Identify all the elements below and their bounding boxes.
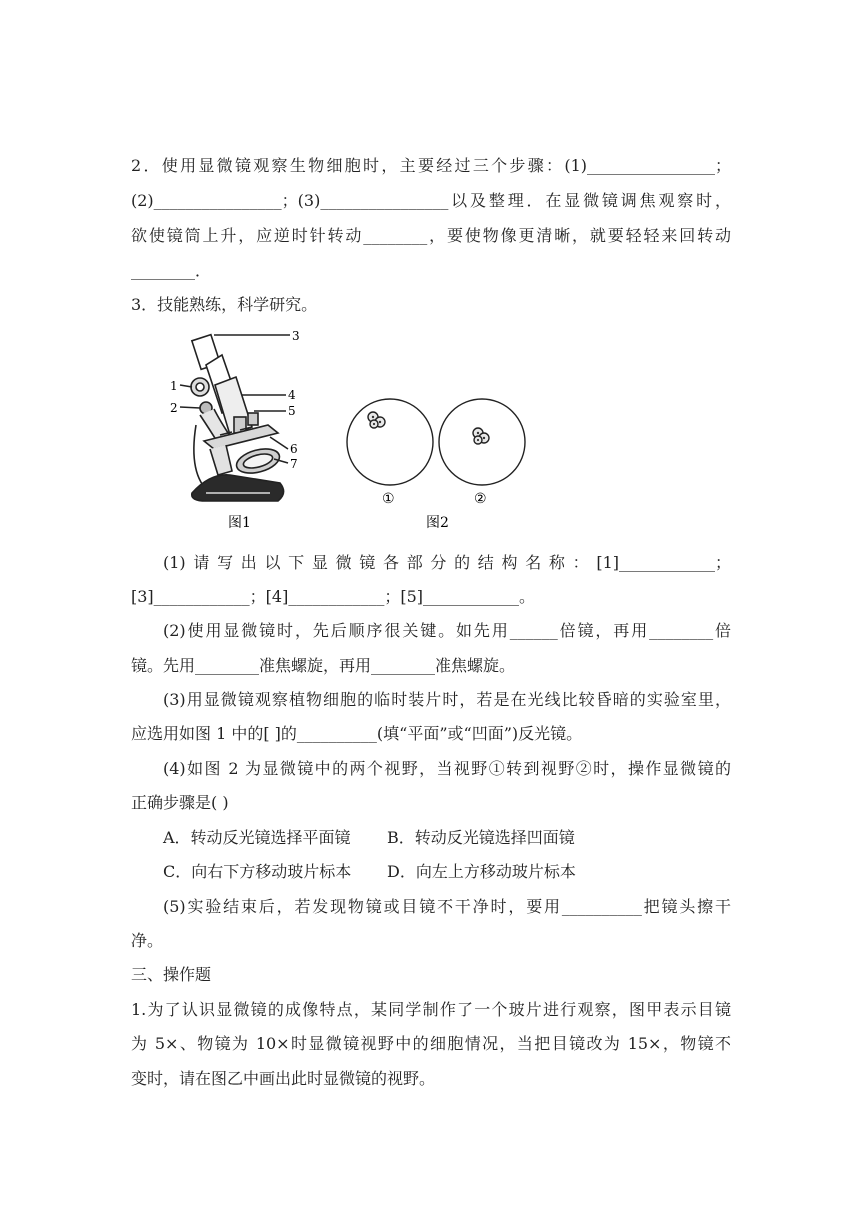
s3-q1-line-3: 变时，请在图乙中画出此时显微镜的视野。 [131, 1069, 436, 1088]
q2-line-2: (2)________________；(3)________________以及整理．在显微镜调焦观察时， [131, 191, 731, 210]
option-c: C．向右下方移动玻片标本 [163, 862, 352, 881]
label-1: 1 [170, 379, 178, 393]
s3-q1-line-2: 为 5×、物镜为 10×时显微镜视野中的细胞情况，当把目镜改为 15×，物镜不 [131, 1034, 731, 1053]
q3-sub3-line-2: 应选用如图 1 中的[ ]的__________(填“平面”或“凹面”)反光镜。 [131, 724, 583, 743]
label-2: 2 [170, 401, 178, 415]
label-3: 3 [292, 329, 300, 343]
q3-sub2-line-1: (2)使用显微镜时，先后顺序很关键。如先用______倍镜，再用________倍 [163, 621, 731, 640]
section-heading: 三、操作题 [131, 965, 212, 984]
q3-sub1-line-1: (1)请写出以下显微镜各部分的结构名称：[1]____________； [163, 553, 731, 572]
microscope-figure [170, 325, 530, 540]
label-6: 6 [290, 442, 298, 456]
q3-sub2-line-2: 镜。先用________准焦螺旋，再用________准焦螺旋。 [131, 656, 516, 675]
label-7: 7 [290, 457, 298, 471]
q3-sub3-line-1: (3)用显微镜观察植物细胞的临时装片时，若是在光线比较昏暗的实验室里， [163, 690, 731, 709]
q3-sub5-line-1: (5)实验结束后，若发现物镜或目镜不干净时，要用__________把镜头擦干 [163, 897, 731, 916]
q3-sub4-line-2: 正确步骤是( ) [131, 793, 229, 812]
fig1-caption: 图1 [228, 515, 251, 531]
option-a: A．转动反光镜选择平面镜 [163, 828, 351, 847]
q3-sub1-line-2: [3]____________；[4]____________；[5]____________。 [131, 587, 535, 606]
microscope-diagram [170, 325, 530, 540]
field-label-1: ① [382, 491, 395, 507]
fig2-caption: 图2 [426, 515, 449, 531]
q2-line-4: ________． [131, 261, 212, 280]
option-d: D．向左上方移动玻片标本 [387, 862, 576, 881]
q2-line-3: 欲使镜筒上升，应逆时针转动________，要使物像更清晰，就要轻轻来回转动 [131, 226, 731, 245]
label-4: 4 [288, 388, 296, 402]
s3-q1-line-1: 1.为了认识显微镜的成像特点，某同学制作了一个玻片进行观察，图甲表示目镜 [131, 1000, 731, 1019]
q2-line-1: 2．使用显微镜观察生物细胞时，主要经过三个步骤：(1)________________； [131, 156, 731, 175]
q3-sub5-line-2: 净。 [131, 931, 164, 950]
field-label-2: ② [474, 491, 487, 507]
label-5: 5 [288, 404, 296, 418]
q3-title: 3．技能熟练，科学研究。 [131, 295, 318, 314]
q3-sub4-line-1: (4)如图 2 为显微镜中的两个视野，当视野①转到视野②时，操作显微镜的 [163, 759, 731, 778]
option-b: B．转动反光镜选择凹面镜 [387, 828, 575, 847]
